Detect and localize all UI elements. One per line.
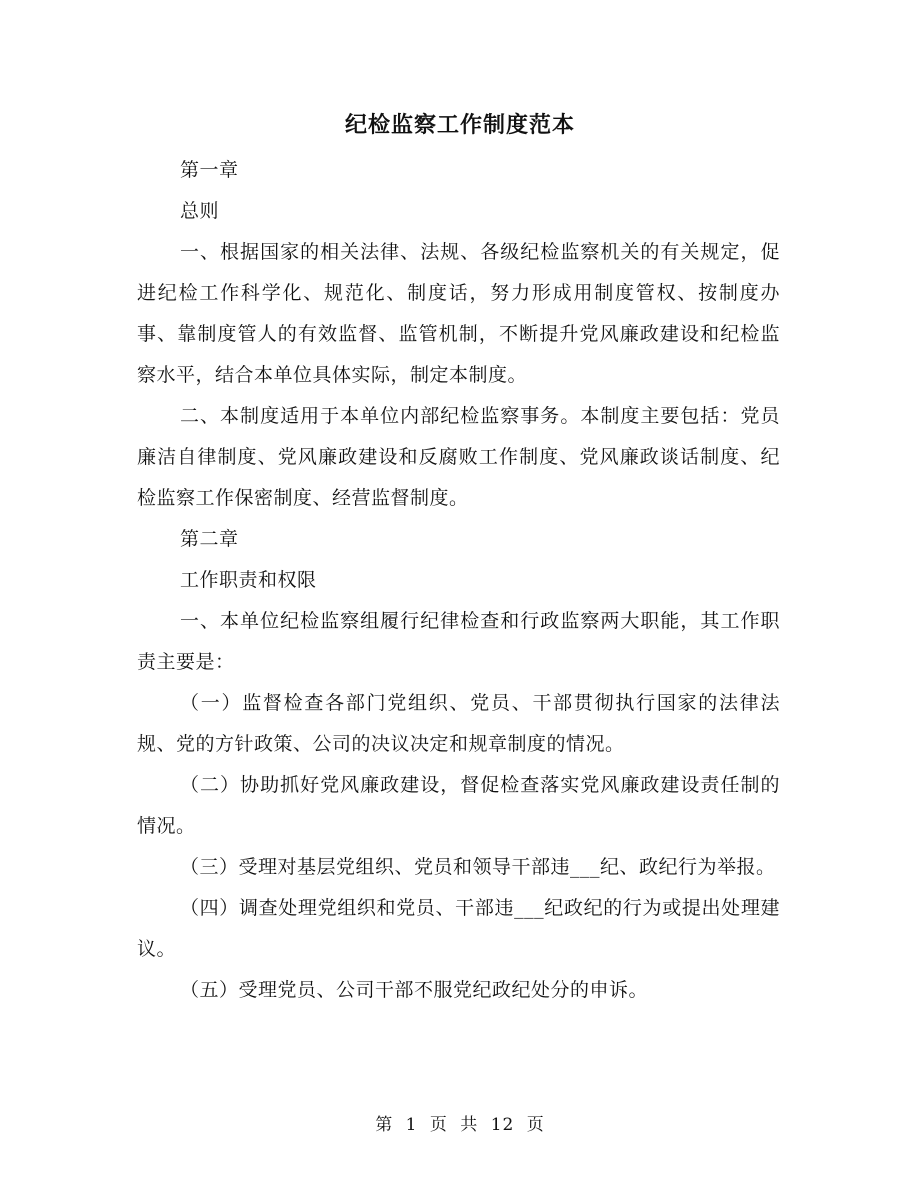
chapter-1-heading: 第一章 — [180, 159, 239, 181]
paragraph-3: 一、本单位纪检监察组履行纪律检查和行政监察两大职能，其工作职责主要是： — [137, 610, 780, 673]
list-item-1: （一）监督检查各部门党组织、党员、干部贯彻执行国家的法律法规、党的方针政策、公司的决议决定和规章制度的情况。 — [137, 692, 780, 755]
page-number-footer: 第 1 页 共 12 页 — [375, 1115, 545, 1135]
list-item-2: （二）协助抓好党风廉政建设，督促检查落实党风廉政建设责任制的情况。 — [137, 774, 780, 837]
paragraph-2: 二、本制度适用于本单位内部纪检监察事务。本制度主要包括：党员廉洁自律制度、党风廉政建设和反腐败工作制度、党风廉政谈话制度、纪检监察工作保密制度、经营监督制度。 — [137, 405, 780, 509]
paragraph-1: 一、根据国家的相关法律、法规、各级纪检监察机关的有关规定，促进纪检工作科学化、规范化、制度话，努力形成用制度管权、按制度办事、靠制度管人的有效监督、监管机制，不断提升党风廉政建设和纪检监察水平，结合本单位具体实际，制定本制度。 — [137, 241, 780, 386]
chapter-1-subtitle: 总则 — [180, 200, 220, 222]
chapter-2-subtitle: 工作职责和权限 — [180, 569, 317, 591]
chapter-2-heading: 第二章 — [180, 528, 239, 550]
list-item-4: （四）调查处理党组织和党员、干部违___纪政纪的行为或提出处理建议。 — [137, 897, 780, 960]
document-body — [137, 150, 780, 1011]
list-item-5: （五）受理党员、公司干部不服党纪政纪处分的申诉。 — [180, 979, 649, 1001]
document-title: 纪检监察工作制度范本 — [344, 112, 575, 138]
list-item-3: （三）受理对基层党组织、党员和领导干部违___纪、政纪行为举报。 — [180, 856, 776, 878]
